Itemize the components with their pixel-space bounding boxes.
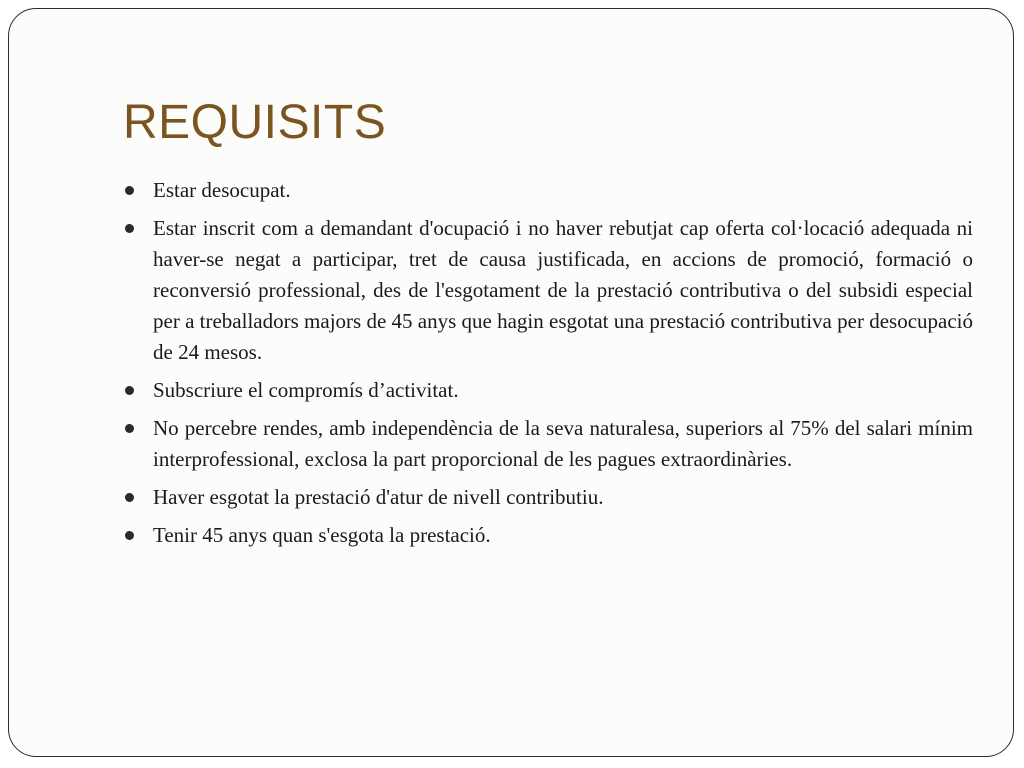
bullet-text: Subscriure el compromís d’activitat. — [153, 378, 459, 402]
bullet-text: Tenir 45 anys quan s'esgota la prestació. — [153, 523, 491, 547]
slide-title: REQUISITS — [123, 96, 387, 149]
bullet-icon — [125, 186, 134, 195]
list-item — [123, 375, 973, 406]
bullet-text: Estar desocupat. — [153, 178, 291, 202]
bullet-icon — [125, 424, 134, 433]
list-item — [123, 413, 973, 475]
list-item — [123, 482, 973, 513]
bullet-text: Estar inscrit com a demandant d'ocupació i no haver rebutjat cap oferta col·locació adequada ni haver-se negat a participar, tret de causa justificada, en accions de promoció, formació o reconversió professional, des de l'esgotament de la prestació contributiva o del subsidi especial per a treballadors majors de 45 anys que hagin esgotat una prestació contributiva per desocupació de 24 mesos. — [153, 216, 973, 364]
list-item — [123, 520, 973, 551]
bullet-icon — [125, 386, 134, 395]
bullet-icon — [125, 493, 134, 502]
bullet-text: No percebre rendes, amb independència de la seva naturalesa, superiors al 75% del salari mínim interprofessional, exclosa la part proporcional de les pagues extraordinàries. — [153, 416, 973, 471]
list-item — [123, 175, 973, 206]
bullet-icon — [125, 531, 134, 540]
slide-frame — [8, 8, 1014, 757]
bullet-list — [123, 175, 973, 558]
list-item — [123, 213, 973, 368]
bullet-icon — [125, 224, 134, 233]
bullet-text: Haver esgotat la prestació d'atur de nivell contributiu. — [153, 485, 604, 509]
